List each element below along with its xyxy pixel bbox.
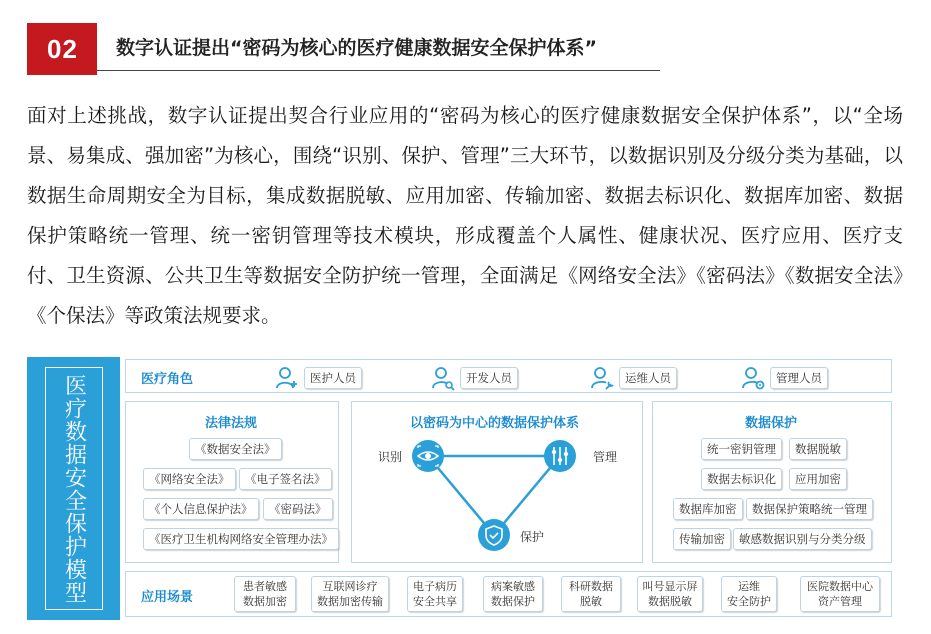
scene-item: 患者敏感 数据加密 <box>234 576 296 612</box>
protection-panel <box>652 401 892 563</box>
law-item: 《个人信息保护法》 <box>143 498 259 520</box>
role-medical-staff <box>274 363 362 393</box>
roles-row <box>125 359 892 393</box>
scene-item: 医院数据中心 资产管理 <box>800 576 880 612</box>
center-title: 以密码为中心的数据保护体系 <box>410 416 580 431</box>
user-wrench-icon <box>589 365 615 391</box>
law-item: 《医疗卫生机构网络安全管理办法》 <box>143 528 339 550</box>
law-item: 《密码法》 <box>263 498 333 520</box>
protection-item: 数据库加密 <box>673 498 743 520</box>
manage-label: 管理 <box>593 450 618 464</box>
scenes-label: 应用场景 <box>141 590 194 605</box>
user-search-icon <box>430 365 456 391</box>
scene-item: 叫号显示屏 数据脱敏 <box>637 576 703 612</box>
protect-label: 保护 <box>520 530 545 544</box>
protection-item: 统一密钥管理 <box>701 438 782 460</box>
scene-item: 病案敏感 数据保护 <box>483 576 543 612</box>
security-model-diagram <box>27 357 899 620</box>
role-ops <box>589 363 677 393</box>
role-admin <box>740 363 828 393</box>
role-label: 开发人员 <box>460 367 518 389</box>
role-label: 医护人员 <box>304 367 362 389</box>
scene-item: 科研数据 脱敏 <box>561 576 621 612</box>
role-developer <box>430 363 518 393</box>
scenes-row <box>125 571 892 617</box>
user-settings-icon <box>740 365 766 391</box>
eye-icon <box>412 440 444 472</box>
protection-title: 数据保护 <box>745 416 798 431</box>
law-panel <box>125 401 339 563</box>
role-label: 运维人员 <box>619 367 677 389</box>
protection-item: 数据去标识化 <box>701 468 782 490</box>
model-title-bar <box>27 357 120 620</box>
shield-icon <box>478 519 510 551</box>
law-title: 法律法规 <box>205 416 258 431</box>
section-title: 数字认证提出“密码为核心的医疗健康数据安全保护体系” <box>116 37 597 59</box>
model-title: 医疗数据安全保护模型 <box>61 373 87 604</box>
protection-item: 敏感数据识别与分类分级 <box>733 528 872 550</box>
roles-label: 医疗角色 <box>141 372 194 387</box>
section-divider <box>97 70 660 71</box>
scene-item: 电子病历 安全共享 <box>407 576 463 612</box>
body-paragraph: 面对上述挑战，数字认证提出契合行业应用的“密码为核心的医疗健康数据安全保护体系”，以“全场景、易集成、强加密”为核心，围绕“识别、保护、管理”三大环节，以数据识别及分级分类为基础，以数据生命周期安全为目标，集成数据脱敏、应用加密、传输加密、数据去标识化、数据库加密、数据保护策略统一管理、统一密钥管理等技术模块，形成覆盖个人属性、健康状况、医疗应用、医疗支付、卫生资源、公共卫生等数据安全防护统一管理，全面满足《网络安全法》《密码法》《数据安全法》《个保法》等政策法规要求。 <box>27 104 903 327</box>
law-item: 《数据安全法》 <box>189 438 282 460</box>
user-add-icon <box>274 365 300 391</box>
protection-item: 传输加密 <box>673 528 731 550</box>
law-item: 《网络安全法》 <box>143 468 236 490</box>
identify-label: 识别 <box>378 450 403 464</box>
protection-item: 数据脱敏 <box>789 438 847 460</box>
protection-item: 应用加密 <box>789 468 847 490</box>
protection-item: 数据保护策略统一管理 <box>746 498 873 520</box>
scene-item: 运维 安全防护 <box>721 576 777 612</box>
center-panel <box>351 401 643 563</box>
section-number: 02 <box>27 23 97 75</box>
law-item: 《电子签名法》 <box>239 468 332 490</box>
sliders-icon <box>544 440 576 472</box>
role-label: 管理人员 <box>770 367 828 389</box>
protection-triangle <box>352 402 644 564</box>
scene-item: 互联网诊疗 数据加密传输 <box>311 576 389 612</box>
